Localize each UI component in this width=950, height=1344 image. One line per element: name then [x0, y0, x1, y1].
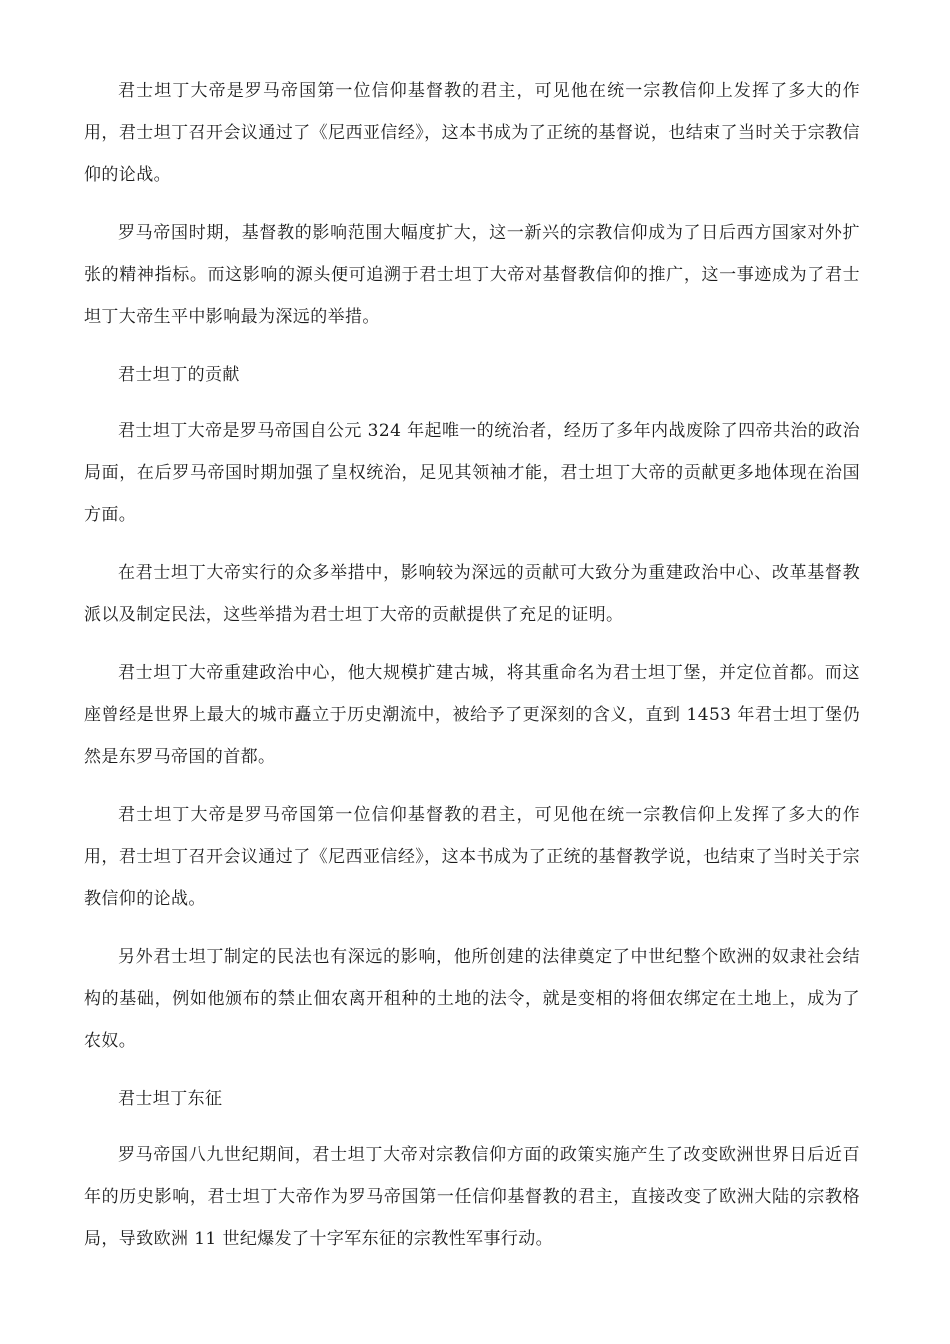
section-heading: 君士坦丁的贡献 — [118, 365, 240, 385]
document-page — [84, 70, 860, 1276]
paragraph: 君士坦丁大帝是罗马帝国第一位信仰基督教的君主，可见他在统一宗教信仰上发挥了多大的作用，君士坦丁召开会议通过了《尼西亚信经》，这本书成为了正统的基督说，也结束了当时关于宗教信仰的论战。 — [84, 81, 860, 185]
paragraph: 君士坦丁大帝重建政治中心，他大规模扩建古城，将其重命名为君士坦丁堡，并定位首都。而这座曾经是世界上最大的城市矗立于历史潮流中，被给予了更深刻的含义，直到 1453 年君士坦丁堡仍然是东罗马帝国的首都。 — [84, 663, 860, 767]
paragraph: 君士坦丁大帝是罗马帝国第一位信仰基督教的君主，可见他在统一宗教信仰上发挥了多大的作用，君士坦丁召开会议通过了《尼西亚信经》，这本书成为了正统的基督教学说，也结束了当时关于宗教信仰的论战。 — [84, 805, 860, 909]
paragraph: 在君士坦丁大帝实行的众多举措中，影响较为深远的贡献可大致分为重建政治中心、改革基督教派以及制定民法，这些举措为君士坦丁大帝的贡献提供了充足的证明。 — [84, 563, 860, 625]
section-heading: 君士坦丁东征 — [118, 1089, 223, 1109]
paragraph: 另外君士坦丁制定的民法也有深远的影响，他所创建的法律奠定了中世纪整个欧洲的奴隶社会结构的基础，例如他颁布的禁止佃农离开租种的土地的法令，就是变相的将佃农绑定在土地上，成为了农奴。 — [84, 947, 860, 1051]
paragraph: 罗马帝国时期，基督教的影响范围大幅度扩大，这一新兴的宗教信仰成为了日后西方国家对外扩张的精神指标。而这影响的源头便可追溯于君士坦丁大帝对基督教信仰的推广，这一事迹成为了君士坦丁大帝生平中影响最为深远的举措。 — [84, 223, 860, 327]
paragraph: 君士坦丁大帝是罗马帝国自公元 324 年起唯一的统治者，经历了多年内战废除了四帝共治的政治局面，在后罗马帝国时期加强了皇权统治，足见其领袖才能，君士坦丁大帝的贡献更多地体现在治国方面。 — [84, 421, 860, 525]
paragraph: 罗马帝国八九世纪期间，君士坦丁大帝对宗教信仰方面的政策实施产生了改变欧洲世界日后近百年的历史影响，君士坦丁大帝作为罗马帝国第一任信仰基督教的君主，直接改变了欧洲大陆的宗教格局，导致欧洲 11 世纪爆发了十字军东征的宗教性军事行动。 — [84, 1145, 860, 1249]
